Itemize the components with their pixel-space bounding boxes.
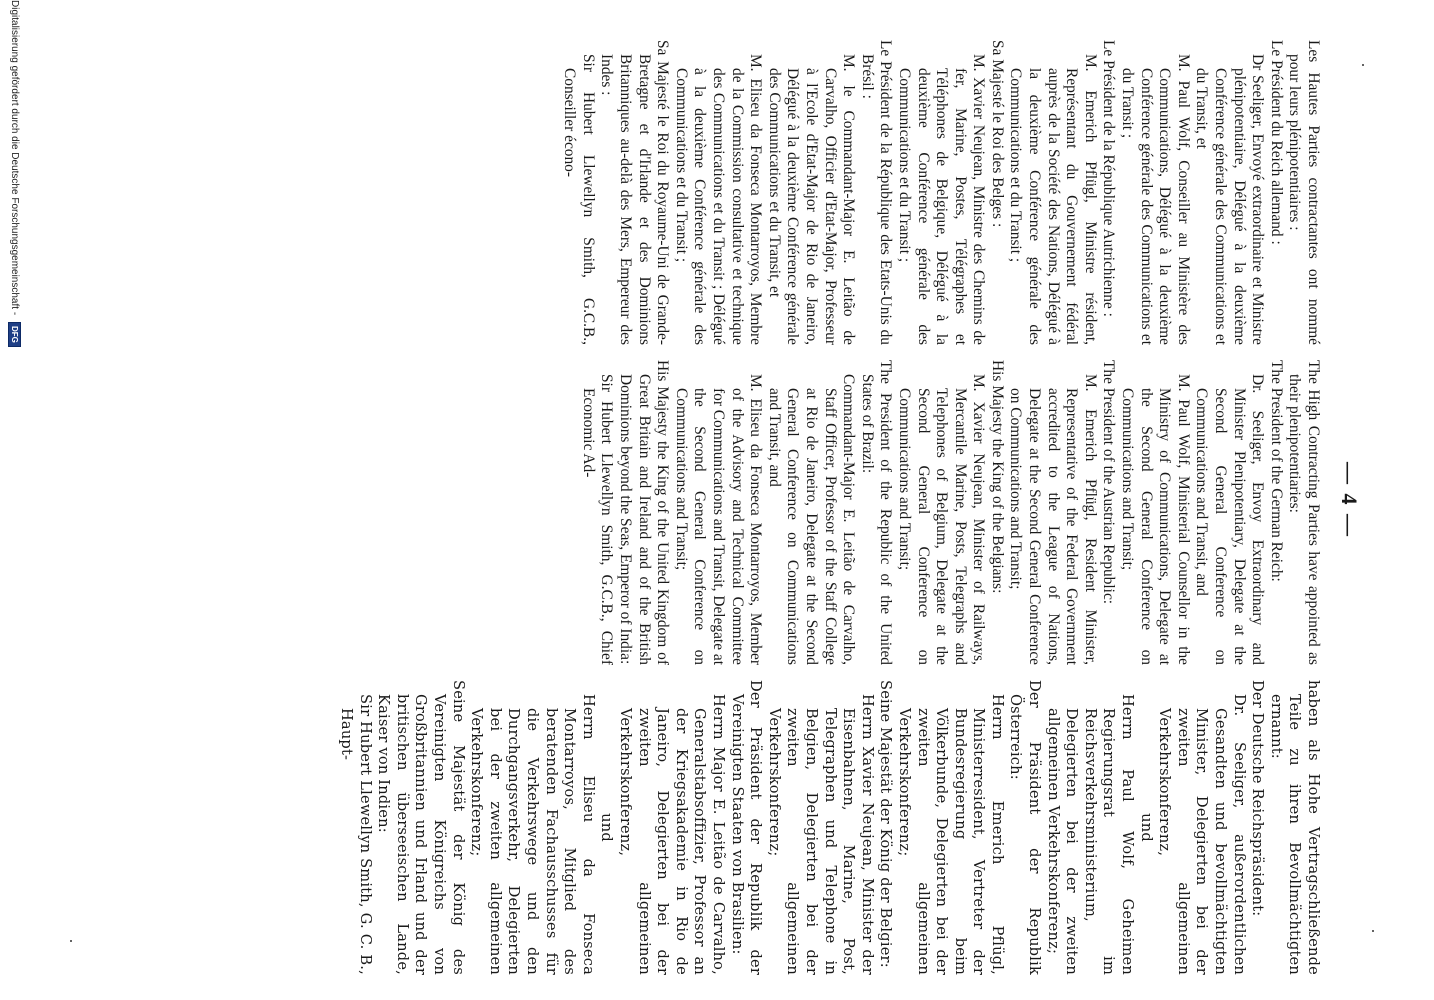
digitization-footer — [8, 0, 21, 347]
delegate-entry: M. Paul Wolf, Ministerial Counsellor in the Ministry of Communications, Delegate at the Second General Conference on Communications and Transit; — [1119, 374, 1192, 665]
german-column — [337, 680, 1322, 975]
party-heading: Sa Majesté le Roi des Belges : — [988, 40, 1006, 228]
delegate-entry: M. le Commandant-Major E. Leitão de Carvalho, Officier d'Etat-Major, Professeur à l'Ecole d'Etat-Major de Rio de Janeiro, Délégué à la deuxième Conférence générale des Communications et du Transit, et — [765, 54, 858, 345]
party-heading: His Majesty the King of the United Kingdom of Great Britain and Ireland and of the British Dominions beyond the Seas, Emperor of India: — [617, 360, 672, 665]
party-heading: Der Präsident der Republik der Vereinigten Staaten von Brasilien: — [728, 680, 765, 975]
french-column — [560, 40, 1322, 345]
party-heading: The President of the German Reich: — [1267, 360, 1285, 582]
delegate-entry: Dr. Seeliger, Envoy Extraordinary and Minister Plenipotentiary, Delegate at the Second General Conference on Communications and Transit, and — [1193, 374, 1267, 665]
scan-speck — [70, 940, 72, 942]
party-heading: Le Président de la République Autrichienne : — [1100, 40, 1118, 317]
delegate-entry: M. Eliseu da Fonseca Montarroyos, Membre de la Commission consultative et technique des Communications et du Transit ; Délégué à la deuxième Conférence générale des Communications et du Transit ; — [672, 54, 765, 345]
party-heading: The President of the Austrian Republic: — [1100, 360, 1118, 605]
party-heading: Seine Majestät der König der Belgier: — [877, 680, 895, 968]
delegate-entry: Dr Seeliger, Envoyé extraordinaire et Ministre plénipotentiaire, Délégué à la deuxième Conférence générale des Communications et du Transit, et — [1193, 54, 1267, 345]
delegate-entry: Herrn Eliseu da Fonseca Montarroyos, Mitglied des beratenden Fachausschusses für die Verkehrswege und den Durchgangsverkehr, Delegierten bei der zweiten allgemeinen Verkehrskonferenz; — [468, 694, 597, 975]
delegate-entry: Sir Hubert Llewellyn Smith, G. C. B., Haupt- — [338, 694, 374, 975]
party-heading: Sa Majesté le Roi du Royaume-Uni de Grande-Bretagne et d'Irlande et des Dominions Britanniques au-delà des Mers, Empereur des Indes : — [598, 40, 672, 345]
dfg-logo-icon: DFG — [8, 322, 21, 347]
party-heading: His Majesty the King of the Belgians: — [988, 360, 1006, 594]
delegate-entry: Herrn Emerich Pflügl, Ministerresident, Vertreter der Bundesregierung beim Völkerbunde, Delegierten bei der zweiten allgemeinen Verkehrskonferenz; — [895, 694, 1006, 975]
party-heading: Le Président du Reich allemand : — [1267, 40, 1285, 245]
delegate-entry: M. Paul Wolf, Conseiller au Ministère des Communications, Délégué à la deuxième Conférence générale des Communications et du Transit ; — [1119, 54, 1192, 345]
delegate-entry: Dr. Seeliger, außerordentlichen Gesandten und bevollmächtigten Minister, Delegierten bei der zweiten allgemeinen Verkehrskonferenz, — [1156, 694, 1248, 975]
delegate-entry: M. Xavier Neujean, Ministre des Chemins de fer, Marine, Postes, Télégraphes et Téléphones de Belgique, Délégué à la deuxième Conférence générale des Communications et du Transit ; — [895, 54, 988, 345]
scan-speck — [1372, 930, 1374, 932]
party-heading: Seine Majestät der König des Vereinigten Königreichs von Großbritannien und Irland und der britischen überseeischen Lande, Kaiser von Indien: — [375, 680, 467, 975]
delegate-entry: M. Eliseu da Fonseca Montarroyos, Member of the Advisory and Technical Committee for Communications and Transit, Delegate at the Second General Conference on Communications and Transit; — [672, 374, 765, 665]
delegate-entry: M. Emerich Pflügl, Resident Minister, Representative of the Federal Government accredited to the League of Nations, Delegate at the Second General Conference on Communications and Transit; — [1007, 374, 1099, 665]
delegate-entry: M. Xavier Neujean, Minister of Railways, Mercantile Marine, Posts, Telegraphs and Telephones of Belgium, Delegate at the Second General Conference on Communications and Transit; — [895, 374, 988, 665]
party-heading: Der Präsident der Republik Österreich: — [1007, 680, 1044, 975]
delegate-entry: M. Emerich Pflügl, Ministre résident, Représentant du Gouvernement fédéral auprès de la Société des Nations, Délégué à la deuxième Conférence générale des Communications et du Transit ; — [1007, 54, 1099, 345]
party-heading: The President of the Republic of the United States of Brazil: — [858, 360, 895, 665]
english-column — [578, 360, 1322, 665]
delegate-entry: Herrn Xavier Neujean, Minister der Eisenbahnen, Marine, Post, Telegraphen und Telephone in Belgien, Delegierten bei der zweiten allgemeinen Verkehrskonferenz; — [765, 694, 876, 975]
paragraph: haben als Hohe Vertragschließende Teile zu ihren Bevollmächtigten ernannt: — [1267, 680, 1322, 975]
delegate-entry: Commandant-Major E. Leitão de Carvalho, Staff Officer, Professor of the Staff College at Rio de Janeiro, Delegate at the Second General Conference on Communications and Transit, and — [765, 374, 858, 665]
page-number: — 4 — — [1337, 462, 1362, 538]
delegate-entry: Sir Hubert Llewellyn Smith, G.C.B., Conseiller écono- — [561, 54, 597, 345]
conjunction: und — [1137, 813, 1155, 842]
paragraph: Les Hautes Parties contractantes ont nommé pour leurs plénipotentiaires : — [1286, 40, 1322, 345]
footer-credit: Digitalisierung gefördert durch die Deutsche Forschungsgemeinschaft - — [8, 0, 20, 316]
scan-speck — [1362, 64, 1364, 66]
paragraph: The High Contracting Parties have appointed as their plenipotentiaries: — [1286, 360, 1322, 665]
party-heading: Der Deutsche Reichspräsident: — [1249, 680, 1267, 917]
delegate-entry: Herrn Major E. Leitão de Carvalho, Generalstabsoffizier, Professor an der Kriegsakademie in Rio de Janeiro, Delegierten bei der zweiten allgemeinen Verkehrskonferenz, — [617, 694, 727, 975]
delegate-entry: Sir Hubert Llewellyn Smith, G.C.B., Chief Economic Ad- — [579, 374, 616, 665]
delegate-entry: Herrn Paul Wolf, Geheimen Regierungsrat im Reichsverkehrsministerium, Delegierten bei der zweiten allgemeinen Verkehrskonferenz; — [1044, 694, 1137, 975]
party-heading: Le Président de la République des Etats-Unis du Brésil : — [858, 40, 895, 345]
conjunction: und — [598, 813, 616, 842]
